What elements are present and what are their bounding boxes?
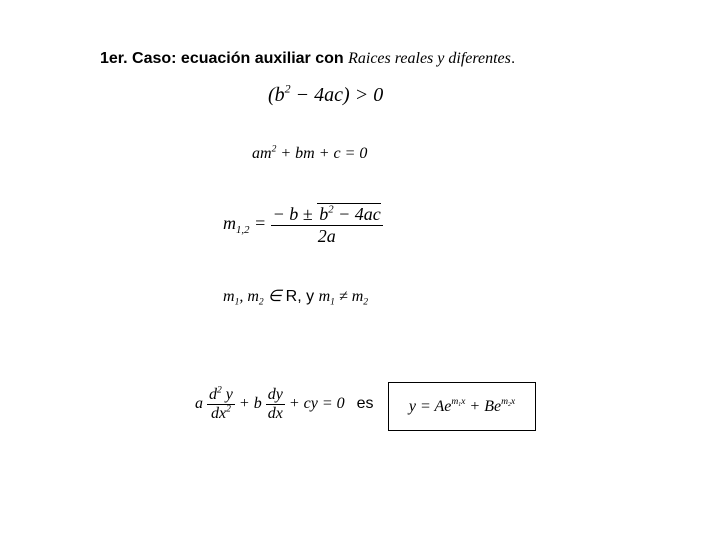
slide-title (100, 50, 515, 68)
eq5-d: d (209, 386, 217, 403)
solution-x1: x (461, 396, 466, 408)
solution-m2: m (501, 396, 509, 408)
eq5-dx-exp: 2 (226, 403, 231, 415)
eq2-exp: 2 (271, 143, 277, 155)
eq5-y: y (221, 386, 233, 403)
eq3-root-b: b (319, 204, 329, 224)
eq3-sub: 1,2 (236, 223, 250, 236)
roots-condition (223, 286, 368, 306)
first-derivative-bottom: dx (267, 405, 283, 422)
solution-plus: + Be (465, 398, 502, 415)
eq5-plus-b: + b (234, 395, 262, 413)
quadratic-formula (223, 203, 383, 247)
eq4-sub2: 2 (258, 296, 264, 308)
eq4-m4: m (351, 288, 364, 305)
es-label: es (356, 395, 374, 413)
first-derivative-top: dy (267, 386, 283, 403)
solution-exp2 (501, 396, 515, 407)
fraction-denominator: 2a (317, 226, 336, 246)
solution-exp1 (451, 396, 465, 407)
eq3-root-exp: 2 (328, 203, 334, 216)
eq3-equals: = (249, 213, 271, 234)
auxiliary-equation (252, 145, 367, 163)
eq4-m1: m (223, 288, 235, 305)
eq5-a: a (195, 395, 203, 413)
differential-equation (195, 386, 374, 423)
title-bold-text: 1er. Caso: ecuación auxiliar con (100, 50, 344, 67)
eq3-num-left: − b ± (272, 204, 318, 224)
eq4-sub1: 1 (234, 296, 240, 308)
second-derivative-fraction (207, 386, 235, 423)
solution-sub2: 2 (508, 402, 511, 409)
fraction-numerator (271, 203, 383, 226)
eq5-d-exp: 2 (217, 384, 222, 396)
eq4-comma: , (239, 288, 248, 305)
title-period: . (510, 50, 516, 67)
second-derivative-bottom (207, 405, 235, 423)
eq4-neq: ≠ (334, 288, 352, 305)
eq4-m3: m (318, 288, 331, 305)
eq1-rest: − 4ac) > 0 (290, 84, 384, 106)
eq5-dx: dx (211, 405, 227, 422)
eq1-exp: 2 (284, 81, 291, 96)
solution-lhs: y = Ae (408, 398, 452, 415)
solution-sub1: 1 (458, 402, 462, 409)
title-italic-text: Raices reales y diferentes (348, 50, 511, 67)
sqrt-radicand (317, 203, 381, 225)
eq3-root-rest: − 4ac (333, 204, 381, 224)
solution-m1: m (451, 396, 459, 408)
eq4-sub3: 1 (330, 296, 335, 308)
first-derivative-fraction (266, 386, 285, 423)
eq5-rest: + cy = 0 (284, 395, 345, 413)
solution-x2: x (510, 396, 516, 408)
eq2-rest: + bm + c = 0 (276, 145, 368, 162)
eq1-b: b (274, 84, 285, 106)
discriminant-condition (268, 81, 384, 107)
eq2-am: am (252, 145, 272, 162)
eq4-sub4: 2 (363, 296, 369, 308)
quadratic-fraction (271, 203, 383, 247)
eq1-lparen: ( (268, 84, 275, 106)
eq4-m2: m (247, 288, 259, 305)
eq3-m: m (223, 213, 236, 234)
general-solution-box (388, 382, 536, 431)
eq4-R: R (285, 288, 298, 305)
second-derivative-top (207, 386, 235, 405)
eq4-in: ∈ (263, 288, 286, 305)
eq4-y: , y (297, 288, 319, 305)
